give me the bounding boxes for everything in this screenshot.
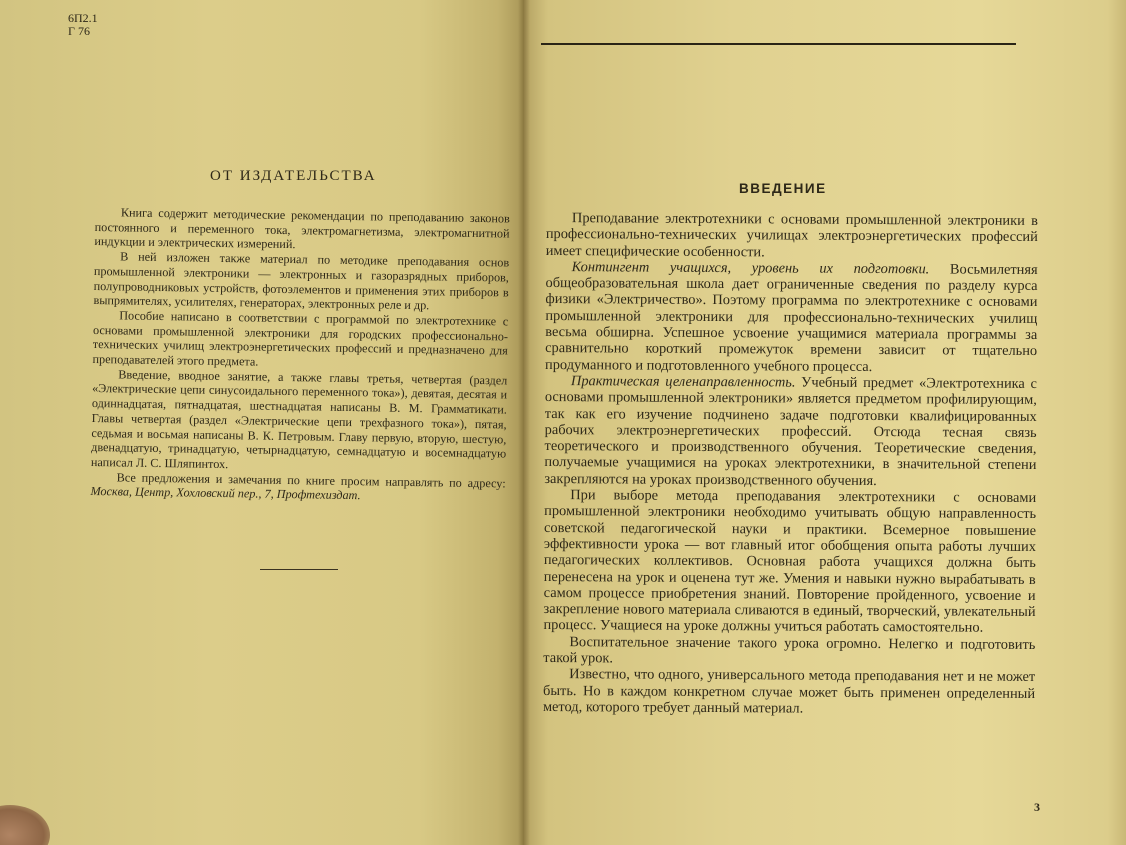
left-page bbox=[0, 0, 524, 845]
shelfmark-line: Г 76 bbox=[68, 24, 90, 38]
publisher-note-heading: ОТ ИЗДАТЕЛЬСТВА bbox=[210, 168, 377, 184]
publisher-paragraph: Книга содержит методические рекомендации по преподаванию законов постоянного и переменного тока, электромагнетизма, электромагнитной индукции и электрических измерений. bbox=[94, 205, 510, 252]
paragraph-lead: Контингент учащихся, уровень их подготовки. bbox=[571, 259, 930, 278]
paragraph-text: Преподавание электротехники с основами промышленной электроники в профессионально-технических училищах электроэнергетических профессий имеет специфические особенности. bbox=[545, 210, 1038, 260]
paragraph-text: Известно, что одного, универсального метода преподавания нет и не может быть. Но в каждом конкретном случае может быть применен определенный метод, которого требует данный материал. bbox=[542, 666, 1036, 717]
intro-paragraph bbox=[543, 634, 1035, 670]
intro-paragraph bbox=[544, 373, 1037, 490]
section-divider bbox=[260, 569, 338, 570]
paragraph-text: При выборе метода преподавания электротехники с основами промышленной электроники необходимо учитывать общую направленность советской педагогической науки и практики. Всемерное повышение эффективности урока — вот главный итог обобщения опыта работы лучших педагогических коллективов. Основная работа учащихся должна быть перенесена на урок и оценена тут же. Умения и навыки нужно вырабатывать в самом процессе приобретения знаний. Повторение пройденного, усвоение и закрепление нового материала сливаются в единый, творческий, увлекательный процесс. Учащиеся на уроке должны учиться работать самостоятельно. bbox=[543, 487, 1037, 637]
introduction-heading: ВВЕДЕНИЕ bbox=[739, 181, 827, 196]
intro-paragraph bbox=[543, 666, 1035, 718]
header-rule bbox=[541, 43, 1016, 45]
book-gutter bbox=[518, 0, 530, 845]
introduction-body bbox=[543, 210, 1038, 718]
thumb-shadow bbox=[0, 805, 50, 845]
shelfmark-line: 6П2.1 bbox=[68, 11, 98, 25]
paragraph-text: Восьмилетняя общеобразовательная школа дает ограниченные сведения по разделу курса физики «Электричество». Поэтому программа по электротехнике с основами промышленной электроники для профессионально-технических училищ весьма обширна. Успешное усвоение учащимися материала программы за сравнительно короткий промежуток времени зависит от тщательно продуманного и подготовленного учебного процесса. bbox=[545, 261, 1038, 375]
paragraph-text: Учебный предмет «Электротехника с основами промышленной электроники» является предметом профилирующим, так как его изучение подчинено задаче подготовки квалифицированных рабочих электроэнергетических профессий. Отсюда тесная связь теоретического и производственного обучения. Теоретические сведения, получаемые учащимися на уроках электротехники, в значительной степени закрепляются на уроках производственного обучения. bbox=[544, 374, 1037, 489]
address-lead: Все предложения и замечания по книге просим направлять по адресу: bbox=[116, 470, 506, 491]
publisher-note-body bbox=[90, 205, 510, 506]
paragraph-lead: Практическая целенаправленность. bbox=[570, 373, 796, 391]
publisher-paragraph: В ней изложен также материал по методике преподавания основ промышленной электроники — электронных и газоразрядных приборов, полупроводниковых устройств, фотоэлементов и применения этих приборов в выпрямителях, усилителях, генераторах, электронных реле и др. bbox=[93, 249, 510, 313]
shelfmark bbox=[68, 12, 98, 38]
intro-paragraph bbox=[543, 487, 1036, 637]
publisher-paragraph: Пособие написано в соответствии с программой по электротехнике с основами промышленной электроники для городских профессионально-технических училищ электроэнергетических профессий и предназначено для преподавателей этого предмета. bbox=[92, 308, 509, 369]
intro-paragraph bbox=[545, 259, 1038, 376]
page-number: 3 bbox=[1034, 800, 1040, 814]
publisher-address: Москва, Центр, Хохловский пер., 7, Профтехиздат. bbox=[90, 484, 361, 503]
publisher-paragraph: Введение, вводное занятие, а также главы третья, четвертая (раздел «Электрические цепи синусоидального переменного тока»), девятая, десятая и одиннадцатая, пятнадцатая, шестнадцатая написаны В. М. Грамматикати. Главы четвертая (раздел «Электрические цепи трехфазного тока»), пятая, седьмая и восьмая написаны В. К. Петровым. Главу первую, вторую, шестую, двенадцатую, тринадцатую, четырнадцатую, семнадцатую и восемнадцатую написал Л. С. Шляпинтох. bbox=[90, 367, 508, 472]
right-page bbox=[524, 0, 1126, 845]
publisher-address-paragraph bbox=[90, 470, 505, 506]
intro-paragraph bbox=[546, 210, 1038, 262]
paragraph-text: Воспитательное значение такого урока огромно. Нелегко и подготовить такой урок. bbox=[543, 633, 1036, 667]
